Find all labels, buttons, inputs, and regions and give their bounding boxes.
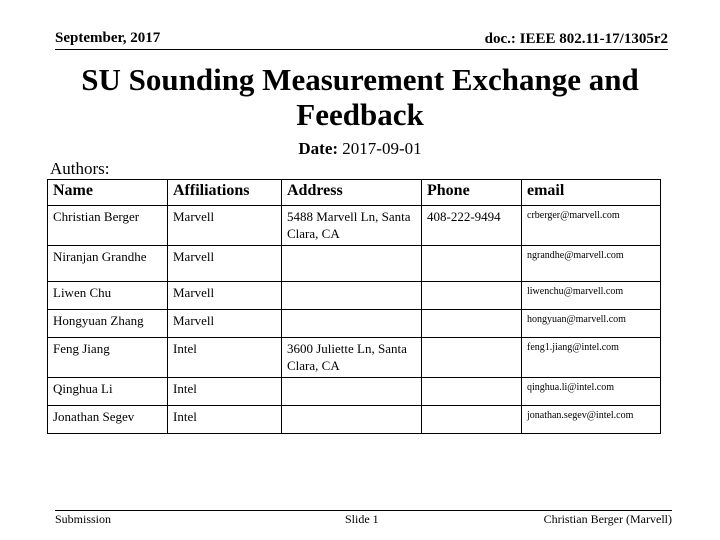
author-address: [282, 282, 422, 310]
author-email: ngrandhe@marvell.com: [522, 246, 661, 282]
table-row: [48, 246, 661, 282]
author-name: Christian Berger: [48, 206, 168, 246]
author-name: Qinghua Li: [48, 378, 168, 406]
table-row: [48, 338, 661, 378]
table-row: [48, 378, 661, 406]
table-row: [48, 282, 661, 310]
footer-submission: Submission: [55, 512, 112, 526]
author-name: Liwen Chu: [48, 282, 168, 310]
footer-divider: [55, 510, 672, 511]
date-label: Date:: [298, 139, 339, 158]
author-phone: [422, 246, 522, 282]
column-header-email: email: [522, 180, 661, 206]
authors-table: [47, 179, 661, 434]
table-row: [48, 310, 661, 338]
footer-author: Christian Berger (Marvell): [543, 512, 672, 526]
author-phone: [422, 378, 522, 406]
author-phone: [422, 338, 522, 378]
author-address: 3600 Juliette Ln, Santa Clara, CA: [282, 338, 422, 378]
table-header-row: [48, 180, 661, 206]
header-doc-id: doc.: IEEE 802.11-17/1305r2: [484, 31, 668, 47]
author-email: qinghua.li@intel.com: [522, 378, 661, 406]
author-name: Jonathan Segev: [48, 406, 168, 434]
author-name: Hongyuan Zhang: [48, 310, 168, 338]
author-affiliation: Marvell: [168, 282, 282, 310]
author-address: 5488 Marvell Ln, Santa Clara, CA: [282, 206, 422, 246]
author-phone: 408-222-9494: [422, 206, 522, 246]
author-email: feng1.jiang@intel.com: [522, 338, 661, 378]
author-phone: [422, 310, 522, 338]
author-affiliation: Marvell: [168, 246, 282, 282]
author-affiliation: Intel: [168, 378, 282, 406]
date-line: [0, 139, 720, 159]
author-name: Feng Jiang: [48, 338, 168, 378]
header-date: September, 2017: [55, 30, 161, 46]
column-header-name: Name: [48, 180, 168, 206]
table-row: [48, 406, 661, 434]
author-affiliation: Intel: [168, 338, 282, 378]
author-email: liwenchu@marvell.com: [522, 282, 661, 310]
slide-title: SU Sounding Measurement Exchange and Feedback: [81, 62, 639, 132]
author-address: [282, 406, 422, 434]
author-affiliation: Marvell: [168, 206, 282, 246]
authors-label: Authors:: [50, 159, 110, 178]
author-affiliation: Marvell: [168, 310, 282, 338]
header-divider: [55, 49, 668, 50]
author-email: crberger@marvell.com: [522, 206, 661, 246]
author-address: [282, 310, 422, 338]
author-email: hongyuan@marvell.com: [522, 310, 661, 338]
author-name: Niranjan Grandhe: [48, 246, 168, 282]
column-header-address: Address: [282, 180, 422, 206]
table-row: [48, 206, 661, 246]
column-header-affiliations: Affiliations: [168, 180, 282, 206]
author-phone: [422, 406, 522, 434]
column-header-phone: Phone: [422, 180, 522, 206]
author-phone: [422, 282, 522, 310]
date-value: 2017-09-01: [342, 139, 422, 158]
author-address: [282, 378, 422, 406]
footer-slide-number: Slide 1: [345, 512, 379, 526]
author-email: jonathan.segev@intel.com: [522, 406, 661, 434]
author-affiliation: Intel: [168, 406, 282, 434]
author-address: [282, 246, 422, 282]
